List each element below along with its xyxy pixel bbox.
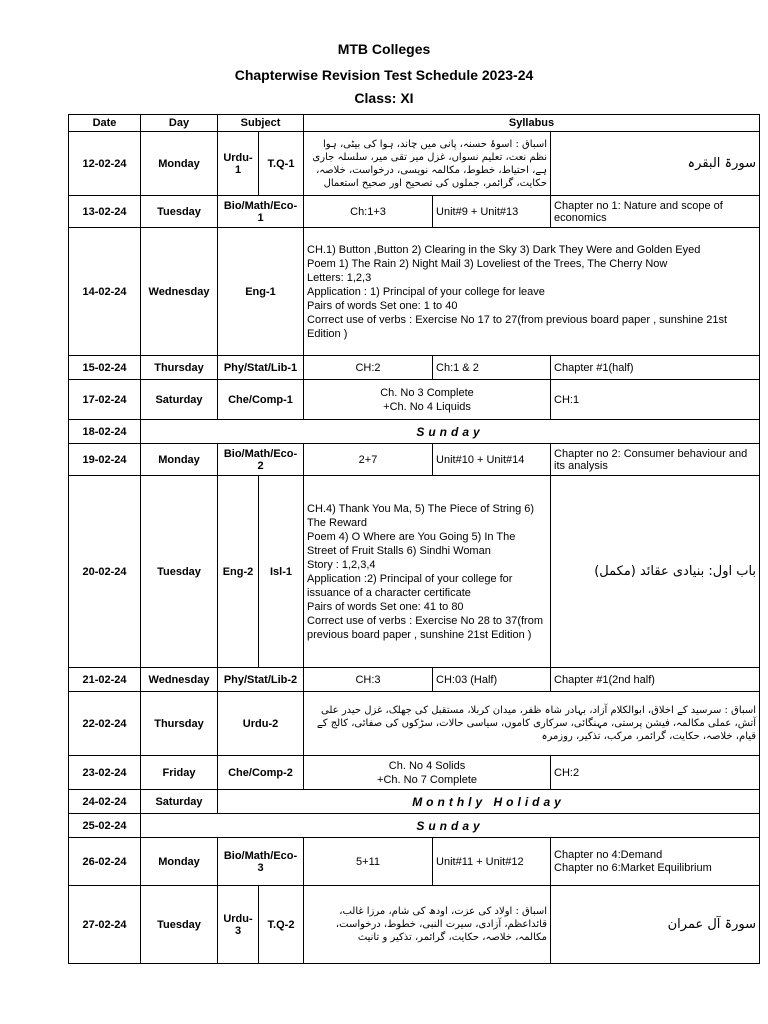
date-cell: 26-02-24 — [69, 838, 141, 886]
date-cell: 17-02-24 — [69, 380, 141, 420]
date-cell: 24-02-24 — [69, 790, 141, 814]
holiday-banner: Monthly Holiday — [218, 790, 760, 814]
subject-cell: Phy/Stat/Lib-1 — [218, 356, 304, 380]
date-cell: 23-02-24 — [69, 756, 141, 790]
table-row — [69, 380, 760, 420]
subject-cell: T.Q-1 — [259, 132, 304, 196]
day-cell: Saturday — [141, 380, 218, 420]
table-row — [69, 444, 760, 476]
day-cell: Friday — [141, 756, 218, 790]
day-cell: Monday — [141, 132, 218, 196]
table-row — [69, 756, 760, 790]
syllabus-cell: Ch. No 4 Solids +Ch. No 7 Complete — [304, 756, 551, 790]
date-cell: 15-02-24 — [69, 356, 141, 380]
tq-syllabus-cell: سورۃ البقرہ — [551, 132, 760, 196]
day-cell: Wednesday — [141, 228, 218, 356]
syllabus-cell: Chapter #1(half) — [551, 356, 760, 380]
date-cell: 27-02-24 — [69, 886, 141, 964]
date-cell: 12-02-24 — [69, 132, 141, 196]
syllabus-cell: CH:2 — [304, 356, 433, 380]
table-row — [69, 814, 760, 838]
syllabus-cell: CH:1 — [551, 380, 760, 420]
syllabus-cell: Unit#9 + Unit#13 — [433, 196, 551, 228]
date-cell: 25-02-24 — [69, 814, 141, 838]
day-cell: Tuesday — [141, 476, 218, 668]
date-cell: 22-02-24 — [69, 692, 141, 756]
syllabus-cell: Ch:1+3 — [304, 196, 433, 228]
subject-cell: Eng-1 — [218, 228, 304, 356]
date-cell: 14-02-24 — [69, 228, 141, 356]
syllabus-cell: Ch:1 & 2 — [433, 356, 551, 380]
column-header-subject: Subject — [218, 115, 304, 132]
syllabus-cell: Unit#10 + Unit#14 — [433, 444, 551, 476]
table-row — [69, 228, 760, 356]
column-header-syllabus: Syllabus — [304, 115, 760, 132]
syllabus-cell: Unit#11 + Unit#12 — [433, 838, 551, 886]
syllabus-cell: Chapter no 1: Nature and scope of economics — [551, 196, 760, 228]
syllabus-cell: CH.1) Button ,Button 2) Clearing in the Sky 3) Dark They Were and Golden Eyed Poem 1) The Rain 2) Night Mail 3) Loveliest of the Trees, The Cherry Now Letters: 1,2,3 Application : 1) Principal of your college for leave Pairs of words Set one: 1 to 40 Correct use of verbs : Exercise No 17 to 27(from previous board paper , sunshine 21st Edition ) — [304, 228, 760, 356]
syllabus-cell: Chapter no 2: Consumer behaviour and its analysis — [551, 444, 760, 476]
schedule-title: Chapterwise Revision Test Schedule 2023-24 — [234, 67, 534, 83]
college-name: MTB Colleges — [337, 41, 431, 57]
subject-cell: Bio/Math/Eco-1 — [218, 196, 304, 228]
syllabus-cell: Ch. No 3 Complete +Ch. No 4 Liquids — [304, 380, 551, 420]
holiday-banner: Sunday — [141, 814, 760, 838]
table-header-row — [69, 115, 760, 132]
table-row — [69, 420, 760, 444]
date-cell: 19-02-24 — [69, 444, 141, 476]
date-cell: 18-02-24 — [69, 420, 141, 444]
subject-cell: Bio/Math/Eco-3 — [218, 838, 304, 886]
syllabus-cell: CH:03 (Half) — [433, 668, 551, 692]
day-cell: Saturday — [141, 790, 218, 814]
urdu-syllabus-cell: اسباق : سرسید کے اخلاق، ابوالکلام آزاد، بہادر شاہ ظفر، میدان کربلا، مستقبل کی جھلک، غزل حیدر علی آتش، عملی مکالمہ، فیشن پرستی، مہنگائی، سرکاری کاموں، سیاسی حالات، سڑکوں کی صفائی، کالج کے قیام، خلاصہ، حکایت، گرائمر، مرکب، تذکیر، روزمرہ — [304, 692, 760, 756]
syllabus-cell: CH.4) Thank You Ma, 5) The Piece of String 6) The Reward Poem 4) O Where are You Going 5) In The Street of Fruit Stalls 6) Sindhi Woman Story : 1,2,3,4 Application :2) Principal of your college for issuance of a character certificate Pairs of words Set one: 41 to 80 Correct use of verbs : Exercise No 28 to 37(from previous board paper , sunshine 21st Edition ) — [304, 476, 551, 668]
day-cell: Tuesday — [141, 886, 218, 964]
schedule-table — [68, 114, 760, 964]
islamiat-syllabus-cell: باب اول: بنیادی عقائد (مکمل) — [551, 476, 760, 668]
syllabus-cell: 5+11 — [304, 838, 433, 886]
table-row — [69, 886, 760, 964]
urdu-syllabus-cell: اسباق : اولاد کی عزت، اودھ کی شام، مرزا غالب، قائداعظم، آزادی، سیرت النبی، خطوط، درخواست، مکالمہ، خلاصہ، حکایت، گرائمر، تذکیر و تانیث — [304, 886, 551, 964]
table-row — [69, 790, 760, 814]
subject-cell: T.Q-2 — [259, 886, 304, 964]
table-row — [69, 668, 760, 692]
subject-cell: Phy/Stat/Lib-2 — [218, 668, 304, 692]
table-row — [69, 132, 760, 196]
syllabus-cell: CH:2 — [551, 756, 760, 790]
tq-syllabus-cell: سورۃ آل عمران — [551, 886, 760, 964]
day-cell: Wednesday — [141, 668, 218, 692]
date-cell: 21-02-24 — [69, 668, 141, 692]
column-header-date: Date — [69, 115, 141, 132]
subject-cell: Urdu-3 — [218, 886, 259, 964]
day-cell: Tuesday — [141, 196, 218, 228]
day-cell: Thursday — [141, 692, 218, 756]
syllabus-cell: 2+7 — [304, 444, 433, 476]
table-row — [69, 356, 760, 380]
subject-cell: Che/Comp-2 — [218, 756, 304, 790]
class-label: Class: XI — [354, 90, 414, 106]
subject-cell: Che/Comp-1 — [218, 380, 304, 420]
syllabus-cell: Chapter no 4:Demand Chapter no 6:Market Equilibrium — [551, 838, 760, 886]
table-row — [69, 476, 760, 668]
table-row — [69, 838, 760, 886]
subject-cell: Eng-2 — [218, 476, 259, 668]
syllabus-cell: CH:3 — [304, 668, 433, 692]
table-row — [69, 196, 760, 228]
subject-cell: Bio/Math/Eco-2 — [218, 444, 304, 476]
day-cell: Thursday — [141, 356, 218, 380]
table-row — [69, 692, 760, 756]
date-cell: 13-02-24 — [69, 196, 141, 228]
subject-cell: Urdu-2 — [218, 692, 304, 756]
urdu-syllabus-cell: اسباق : اسوۂ حسنہ، پانی میں چاند، ہوا کی بیٹی، ہوا نظم نعت، تعلیم نسواں، غزل میر تقی میر، سلسلہ جاری ہے، احتیاط، خطوط، مکالمہ نویسی، درخواست، خلاصہ، حکایت، گرائمر، جملوں کی تصحیح اور صحیح استعمال — [304, 132, 551, 196]
holiday-banner: Sunday — [141, 420, 760, 444]
subject-cell: Isl-1 — [259, 476, 304, 668]
date-cell: 20-02-24 — [69, 476, 141, 668]
day-cell: Monday — [141, 838, 218, 886]
column-header-day: Day — [141, 115, 218, 132]
day-cell: Monday — [141, 444, 218, 476]
subject-cell: Urdu-1 — [218, 132, 259, 196]
syllabus-cell: Chapter #1(2nd half) — [551, 668, 760, 692]
